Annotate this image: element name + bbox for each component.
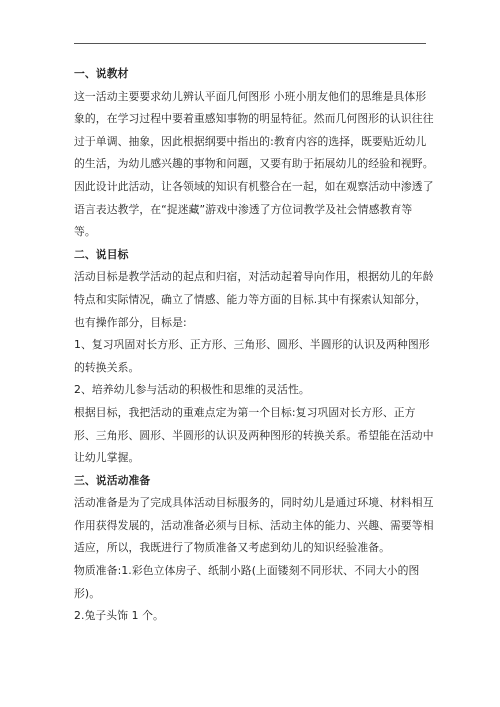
header-rule: [74, 43, 426, 44]
section-heading-teaching-material: 一、说教材: [74, 67, 129, 80]
section-heading-preparation: 三、说活动准备: [74, 473, 151, 487]
paragraph: 根据目标，我把活动的重难点定为第一个目标:复习巩固对长方形、正方形、三角形、圆形、半圆形的认识及两种图形的转换关系。希望能在活动中让幼儿掌握。: [74, 405, 434, 465]
paragraph: 活动准备是为了完成具体活动目标服务的，同时幼儿是通过环境、材料相互作用获得发展的，活动准备必须与目标、活动主体的能力、兴趣、需要等相适应，所以，我既进行了物质准备又考虑到幼儿的知识经验准备。: [74, 496, 434, 555]
paragraph: 2、培养幼儿参与活动的积极性和思维的灵活性。: [74, 383, 310, 397]
paragraph: 2.兔子头饰 1 个。: [74, 609, 164, 623]
paragraph: 1、复习巩固对长方形、正方形、三角形、圆形、半圆形的认识及两种图形的转换关系。: [74, 338, 430, 374]
section-heading-objectives: 二、说目标: [74, 247, 129, 261]
document-body: [74, 63, 434, 628]
paragraph: 物质准备:1.彩色立体房子、纸制小路(上面镂刻不同形状、不同大小的图形)。: [74, 564, 420, 600]
paragraph: 这一活动主要要求幼儿辨认平面几何图形 小班小朋友他们的思维是具体形象的，在学习过程中要着重感知事物的明显特征。然而几何图形的认识往往过于单调、抽象，因此根据纲要中指出的:教育内容的选择，既要贴近幼儿的生活，为幼儿感兴趣的事物和问题，又要有助于拓展幼儿的经验和视野。因此设计此活动，让各领域的知识有机整合在一起，如在观察活动中渗透了语言表达教学，在“捉迷藏”游戏中渗透了方位词教学及社会情感教育等等。: [74, 89, 434, 239]
paragraph: 活动目标是教学活动的起点和归宿，对活动起着导向作用，根据幼儿的年龄特点和实际情况，确立了情感、能力等方面的目标.其中有探索认知部分，也有操作部分，目标是:: [74, 270, 434, 329]
